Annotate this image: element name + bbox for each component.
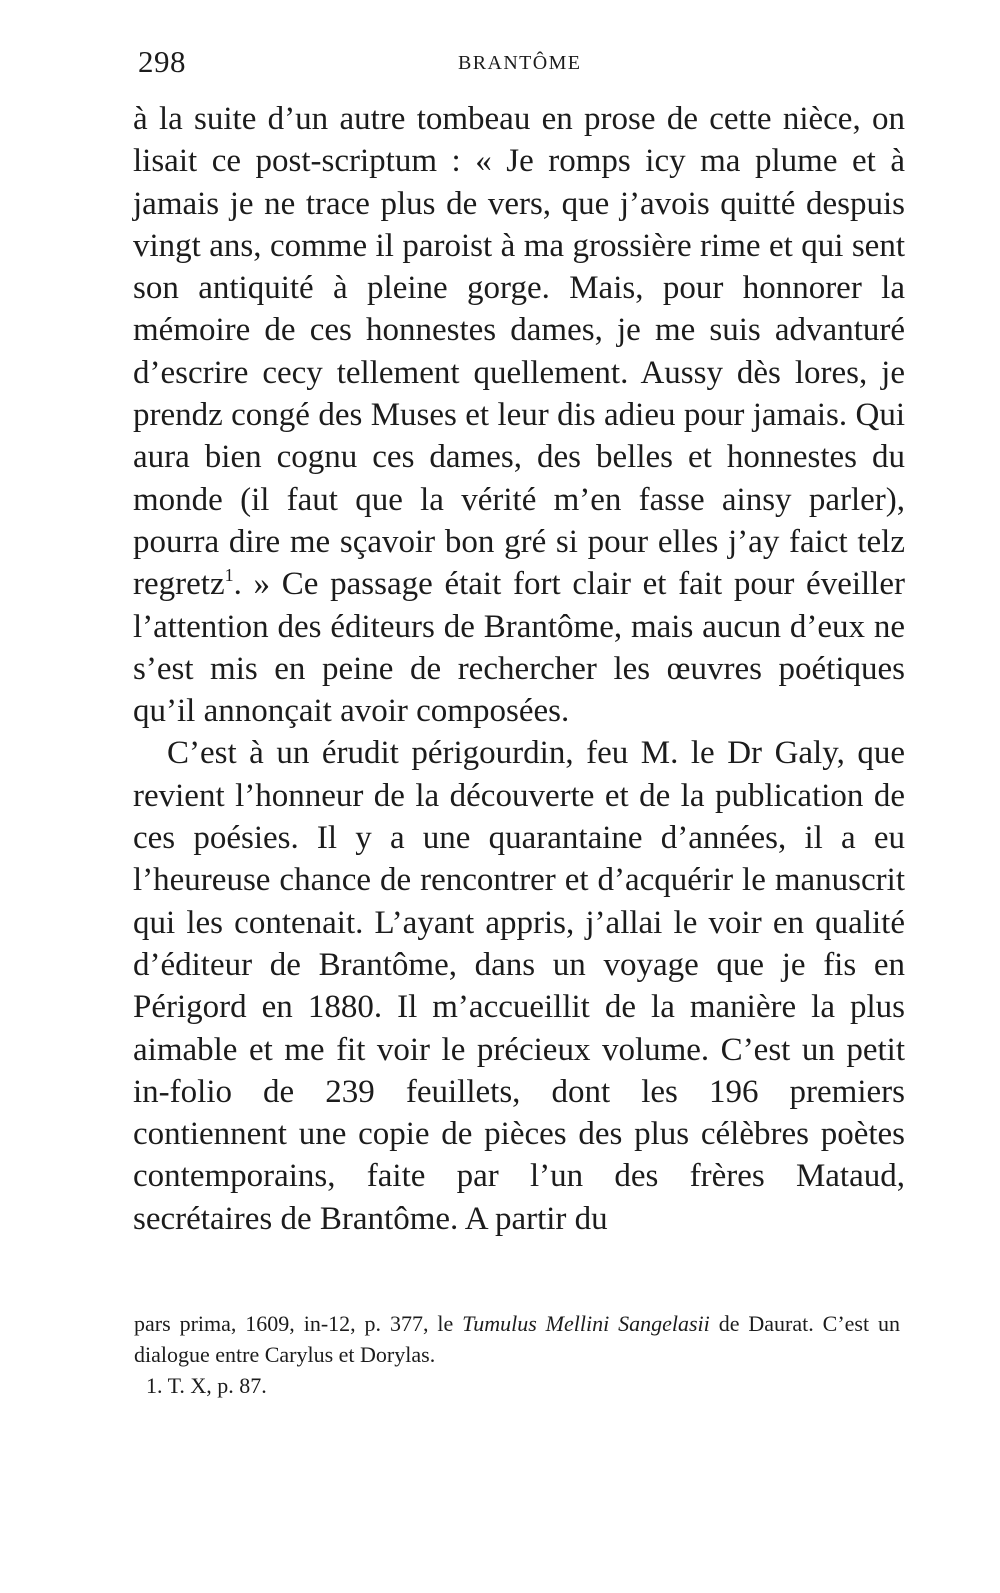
- footnote-1: [134, 1370, 900, 1401]
- footnote-1-number: 1.: [146, 1373, 163, 1398]
- footnotes: [134, 1308, 900, 1401]
- page-header: [138, 40, 898, 84]
- paragraph-1-continuation: . » Ce passage était fort clair et fait pour éveiller l’attention des éditeurs de Brantôme, mais aucun d’eux ne s’est mis en peine de rechercher les œuvres poétiques qu’il annonçait avoir composées.: [133, 566, 905, 730]
- running-head: BRANTÔME: [458, 52, 582, 74]
- footnote-continuation: [134, 1308, 900, 1370]
- footnote-1-text: T. X, p. 87.: [167, 1373, 267, 1398]
- footnote-continuation-b: de Daurat. C’est un dialogue entre Carylus et Dorylas.: [134, 1311, 900, 1367]
- paragraph-1-text: à la suite d’un autre tombeau en prose de cette nièce, on lisait ce post-scriptum : « Je romps icy ma plume et à jamais je ne trace plus de vers, que j’avois quitté despuis vingt ans, comme il paroist à ma grossière rime et qui sent son antiquité à pleine gorge. Mais, pour honnorer la mémoire de ces honnestes dames, je me suis advanturé d’escrire cecy tellement quellement. Aussy dès lores, je prendz congé des Muses et leur dis adieu pour jamais. Qui aura bien cognu ces dames, des belles et honnestes du monde (il faut que la vérité m’en fasse ainsy parler), pourra dire me sçavoir bon gré si pour elles j’ay faict telz regretz: [133, 101, 905, 603]
- footnote-marker: 1: [224, 565, 234, 586]
- paragraph-1: [133, 98, 905, 732]
- main-text: [133, 98, 905, 1240]
- paragraph-2: C’est à un érudit périgourdin, feu M. le Dr Galy, que revient l’honneur de la découverte et de la publication de ces poésies. Il y a une quarantaine d’années, il a eu l’heureuse chance de rencontrer et d’acquérir le manuscrit qui les contenait. L’ayant appris, j’allai le voir en qualité d’éditeur de Brantôme, dans un voyage que je fis en Périgord en 1880. Il m’accueillit de la manière la plus aimable et me fit voir le précieux volume. C’est un petit in-folio de 239 feuillets, dont les 196 premiers contiennent une copie de pièces des plus célèbres poètes contemporains, faite par l’un des frères Mataud, secrétaires de Brantôme. A partir du: [133, 735, 905, 1237]
- footnote-title: Tumulus Mellini Sangelasii: [462, 1311, 710, 1336]
- page-number: 298: [138, 44, 186, 79]
- footnote-continuation-a: pars prima, 1609, in-12, p. 377, le: [134, 1311, 454, 1336]
